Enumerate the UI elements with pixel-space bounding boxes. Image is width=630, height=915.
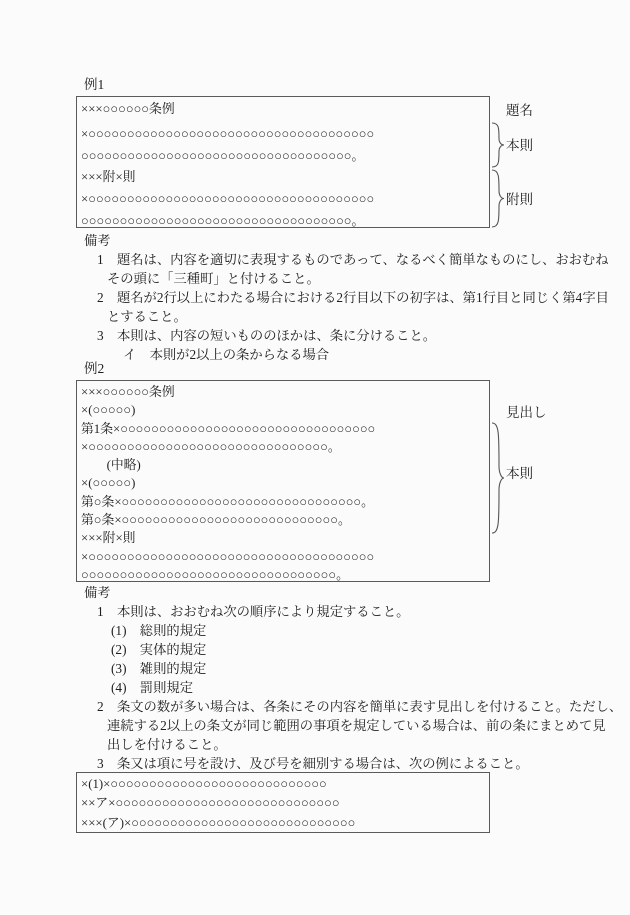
remark-item-line: 3 本則は、内容の短いもののほかは、条に分けること。 bbox=[97, 328, 437, 343]
brace-icon bbox=[491, 169, 505, 228]
remark-item-line: 1 本則は、おおむね次の順序により規定すること。 bbox=[97, 604, 410, 619]
remark-item-line: 1 題名は、内容を適切に表現するものであって、なるべく簡単なものにし、おおむね bbox=[97, 252, 609, 267]
box-line: 第1条×○○○○○○○○○○○○○○○○○○○○○○○○○○○○○○○○○ bbox=[81, 421, 376, 436]
remark-item-line: 3 条又は項に号を設け、及び号を細別する場合は、次の例によること。 bbox=[97, 756, 529, 771]
box-line: ○○○○○○○○○○○○○○○○○○○○○○○○○○○○○○○○○○○。 bbox=[81, 148, 365, 163]
remark-sub-item: (1) 総則的規定 bbox=[111, 623, 207, 638]
box-line: ×××(ア)×○○○○○○○○○○○○○○○○○○○○○○○○○○○○○ bbox=[81, 815, 356, 830]
box-line: ×○○○○○○○○○○○○○○○○○○○○○○○○○○○○○○○。 bbox=[81, 439, 341, 454]
remark-item-line: 2 条文の数が多い場合は、各条にその内容を簡単に表す見出しを付けること。ただし、 bbox=[97, 699, 623, 714]
example3-box bbox=[76, 772, 490, 833]
box-line: ×××○○○○○○条例 bbox=[81, 102, 175, 116]
box-line: ××ア×○○○○○○○○○○○○○○○○○○○○○○○○○○○○○ bbox=[81, 796, 340, 811]
remark-sub-item: (4) 罰則規定 bbox=[111, 680, 193, 695]
brace-icon bbox=[491, 422, 505, 534]
box-line: 第○条×○○○○○○○○○○○○○○○○○○○○○○○○○○○○○○○。 bbox=[81, 494, 374, 509]
box-line: ×××附×則 bbox=[81, 170, 136, 185]
remark-sub-item: イ 本則が2以上の条からなる場合 bbox=[123, 347, 330, 362]
box-line: ×××附×則 bbox=[81, 531, 136, 546]
box-line: ×○○○○○○○○○○○○○○○○○○○○○○○○○○○○○○○○○○○○○ bbox=[81, 192, 375, 207]
box-line: ×○○○○○○○○○○○○○○○○○○○○○○○○○○○○○○○○○○○○○ bbox=[81, 549, 375, 564]
box-line: ×(1)×○○○○○○○○○○○○○○○○○○○○○○○○○○○○ bbox=[81, 777, 327, 791]
remark-item-line: 連続する2以上の条文が同じ範囲の事項を規定している場合は、前の条にまとめて見 bbox=[107, 718, 606, 733]
annotation-midashi: 見出し bbox=[506, 405, 547, 420]
box-line: ×(○○○○○) bbox=[81, 403, 136, 418]
annotation-fusoku: 附則 bbox=[506, 192, 533, 207]
example2-label: 例2 bbox=[84, 361, 105, 376]
remarks2-block bbox=[84, 583, 623, 773]
remark-sub-item: (2) 実体的規定 bbox=[111, 642, 207, 657]
box-line: 第○条×○○○○○○○○○○○○○○○○○○○○○○○○○○○○。 bbox=[81, 513, 351, 528]
remark-item-line: 出しを付けること。 bbox=[107, 737, 227, 752]
annotation-honsoku2: 本則 bbox=[506, 466, 533, 481]
box-line: (中略) bbox=[81, 458, 141, 473]
box-line: ○○○○○○○○○○○○○○○○○○○○○○○○○○○○○○○○○。 bbox=[81, 567, 349, 582]
box-line: ×○○○○○○○○○○○○○○○○○○○○○○○○○○○○○○○○○○○○○ bbox=[81, 126, 375, 141]
remarks-title: 備考 bbox=[84, 585, 111, 600]
brace-icon bbox=[491, 122, 505, 168]
box-line: ×××○○○○○○条例 bbox=[81, 385, 175, 399]
remark-item-line: その頭に「三種町」と付けること。 bbox=[107, 271, 320, 286]
annotation-honsoku: 本則 bbox=[506, 138, 533, 153]
remark-item-line: 2 題名が2行以上にわたる場合における2行目以下の初字は、第1行目と同じく第4字目 bbox=[97, 290, 609, 305]
example1-label: 例1 bbox=[84, 77, 105, 92]
example2-box bbox=[76, 380, 490, 582]
remarks-title: 備考 bbox=[84, 233, 111, 248]
box-line: ×(○○○○○) bbox=[81, 476, 136, 491]
remarks1-block bbox=[84, 231, 609, 364]
box-line: ○○○○○○○○○○○○○○○○○○○○○○○○○○○○○○○○○○○。 bbox=[81, 213, 365, 228]
remark-item-line: とすること。 bbox=[107, 309, 187, 324]
example1-box bbox=[76, 96, 490, 228]
annotation-daimei: 題名 bbox=[506, 103, 533, 118]
remark-sub-item: (3) 雑則的規定 bbox=[111, 661, 207, 676]
